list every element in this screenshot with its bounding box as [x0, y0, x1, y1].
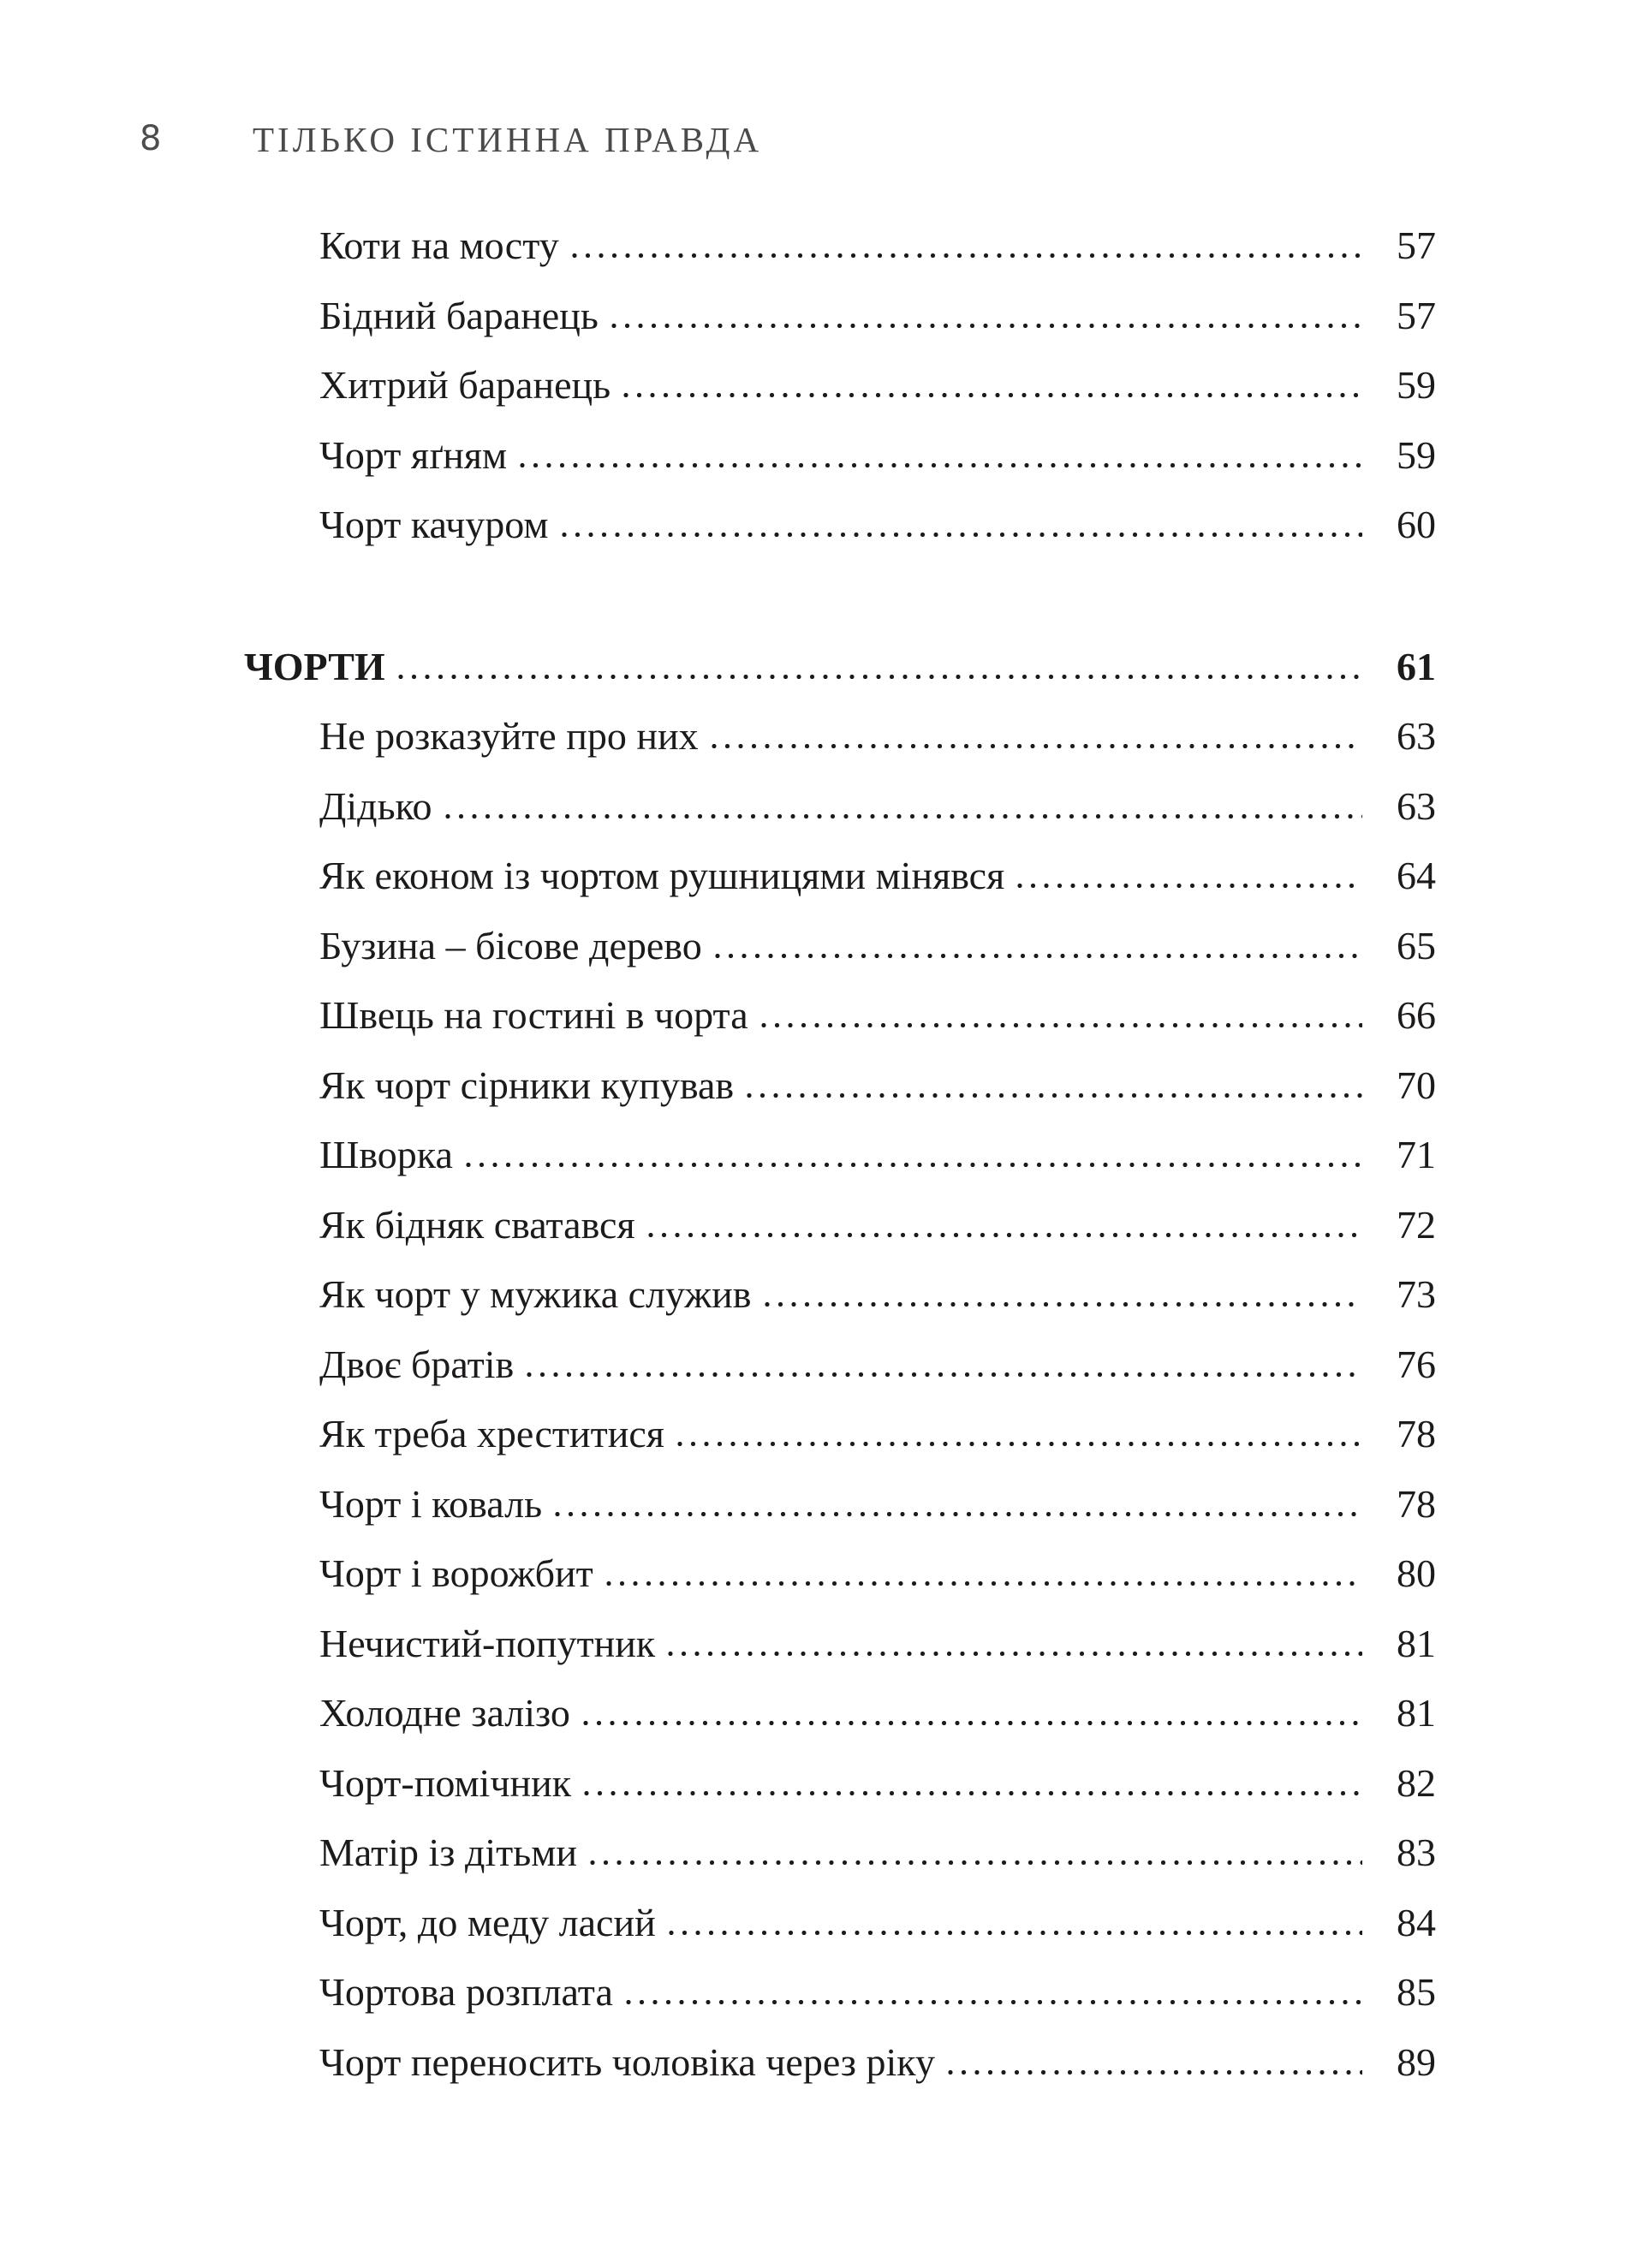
- toc-entry-page: 63: [1397, 783, 1436, 828]
- toc-entry-page: 71: [1397, 1133, 1436, 1176]
- running-header: ТІЛЬКО ІСТИННА ПРАВДА: [253, 120, 763, 159]
- dot-leader: [589, 1860, 1362, 1866]
- toc-entry-title: Як треба хреститися: [319, 1412, 664, 1455]
- dot-leader: [947, 2069, 1362, 2075]
- toc-entry-page: 64: [1397, 854, 1436, 897]
- toc-entry-page: 76: [1397, 1342, 1436, 1386]
- dot-leader: [622, 392, 1362, 398]
- toc-entry: [244, 1678, 1436, 1748]
- toc-entry-title: Дідько: [319, 783, 432, 828]
- dot-leader: [519, 462, 1362, 468]
- toc-entry-page: 81: [1397, 1621, 1436, 1665]
- dot-leader: [668, 1930, 1362, 1936]
- toc-section-heading: [244, 632, 1436, 702]
- dot-leader: [625, 1999, 1362, 2005]
- toc-section-page: 61: [1397, 644, 1436, 688]
- toc-entry: [244, 980, 1436, 1051]
- dot-leader: [605, 1580, 1362, 1586]
- toc-entry: [244, 1539, 1436, 1609]
- toc-entry: [244, 420, 1436, 491]
- toc-entry-title: Як чорт сірники купував: [319, 1063, 735, 1107]
- toc-entry-title: Холодне залізо: [319, 1691, 570, 1735]
- toc-section-title: ЧОРТИ: [244, 644, 385, 688]
- toc-entry: [244, 281, 1436, 351]
- page-number: 8: [140, 119, 162, 158]
- dot-leader: [465, 1162, 1362, 1168]
- toc-entry: [244, 1190, 1436, 1260]
- table-of-contents: [244, 211, 1436, 2097]
- toc-entry-page: 60: [1397, 503, 1436, 546]
- dot-leader: [760, 1022, 1362, 1028]
- toc-entry-title: Коти на мосту: [319, 223, 559, 267]
- dot-leader: [746, 1092, 1362, 1098]
- toc-entry-page: 65: [1397, 923, 1436, 967]
- toc-entry-title: Як чорт у мужика служив: [319, 1272, 752, 1316]
- toc-entry: [244, 841, 1436, 911]
- toc-entry: [244, 1748, 1436, 1819]
- toc-entry-page: 84: [1397, 1900, 1436, 1944]
- toc-entry-title: Матір із дітьми: [319, 1830, 577, 1874]
- toc-entry-title: Чорт переносить чоловіка через ріку: [319, 2039, 935, 2084]
- toc-entry-page: 63: [1397, 714, 1436, 758]
- toc-entry-page: 59: [1397, 432, 1436, 477]
- toc-entry-page: 72: [1397, 1202, 1436, 1247]
- toc-entry: [244, 701, 1436, 771]
- dot-leader: [711, 743, 1362, 749]
- dot-leader: [667, 1651, 1362, 1657]
- dot-leader: [764, 1301, 1362, 1307]
- toc-entry-page: 78: [1397, 1412, 1436, 1455]
- dot-leader: [397, 674, 1362, 680]
- toc-entry-page: 66: [1397, 993, 1436, 1037]
- toc-entry-title: Чорт і коваль: [319, 1481, 543, 1526]
- toc-entry-title: Шворка: [319, 1133, 453, 1176]
- toc-entry-title: Не розказуйте про них: [319, 714, 699, 758]
- toc-entry: [244, 1120, 1436, 1190]
- toc-entry-page: 73: [1397, 1272, 1436, 1316]
- toc-entry: [244, 350, 1436, 420]
- toc-entry: [244, 911, 1436, 981]
- toc-entry-title: Чортова розплата: [319, 1970, 613, 2014]
- toc-entry-page: 82: [1397, 1760, 1436, 1805]
- toc-entry-page: 83: [1397, 1830, 1436, 1874]
- dot-leader: [714, 953, 1362, 959]
- dot-leader: [676, 1441, 1362, 1447]
- dot-leader: [611, 323, 1362, 329]
- toc-entry-title: Чорт качуром: [319, 503, 549, 546]
- toc-entry-page: 85: [1397, 1970, 1436, 2014]
- toc-entry: [244, 1051, 1436, 1121]
- toc-entry: [244, 1399, 1436, 1469]
- toc-entry: [244, 771, 1436, 842]
- toc-entry-page: 89: [1397, 2039, 1436, 2084]
- dot-leader: [571, 253, 1362, 259]
- toc-entry-title: Чорт-помічник: [319, 1760, 572, 1805]
- toc-entry-title: Чорт і ворожбит: [319, 1551, 593, 1595]
- toc-entry-title: Нечистий-попутник: [319, 1621, 656, 1665]
- toc-entry: [244, 1818, 1436, 1888]
- toc-entry-page: 80: [1397, 1551, 1436, 1595]
- toc-entry-title: Чорт яґням: [319, 432, 508, 477]
- toc-entry-page: 57: [1397, 223, 1436, 267]
- toc-entry-title: Швець на гостині в чорта: [319, 993, 748, 1037]
- dot-leader: [1016, 883, 1362, 889]
- toc-entry: [244, 2027, 1436, 2098]
- toc-entry-title: Бідний баранець: [319, 293, 599, 337]
- toc-entry: [244, 490, 1436, 560]
- dot-leader: [647, 1232, 1362, 1238]
- dot-leader: [582, 1720, 1362, 1726]
- toc-entry: [244, 1330, 1436, 1400]
- toc-entry-title: Як економ із чортом рушницями мінявся: [319, 854, 1005, 897]
- toc-entry-page: 57: [1397, 293, 1436, 337]
- toc-entry-title: Хитрий баранець: [319, 363, 611, 407]
- toc-entry-title: Чорт, до меду ласий: [319, 1900, 656, 1944]
- toc-entry-title: Двоє братів: [319, 1342, 515, 1386]
- dot-leader: [444, 813, 1362, 819]
- toc-entry-page: 59: [1397, 363, 1436, 407]
- toc-entry-page: 78: [1397, 1481, 1436, 1526]
- dot-leader: [554, 1511, 1362, 1517]
- toc-entry: [244, 1259, 1436, 1330]
- toc-entry: [244, 1609, 1436, 1679]
- toc-entry-title: Як бідняк сватався: [319, 1202, 635, 1247]
- toc-entry-title: Бузина – бісове дерево: [319, 923, 702, 967]
- dot-leader: [561, 532, 1363, 538]
- dot-leader: [583, 1790, 1362, 1796]
- dot-leader: [526, 1372, 1362, 1378]
- toc-entry: [244, 1888, 1436, 1958]
- toc-entry-page: 81: [1397, 1691, 1436, 1735]
- toc-entry: [244, 1957, 1436, 2027]
- toc-entry: [244, 1469, 1436, 1539]
- toc-entry: [244, 211, 1436, 281]
- toc-entry-page: 70: [1397, 1063, 1436, 1107]
